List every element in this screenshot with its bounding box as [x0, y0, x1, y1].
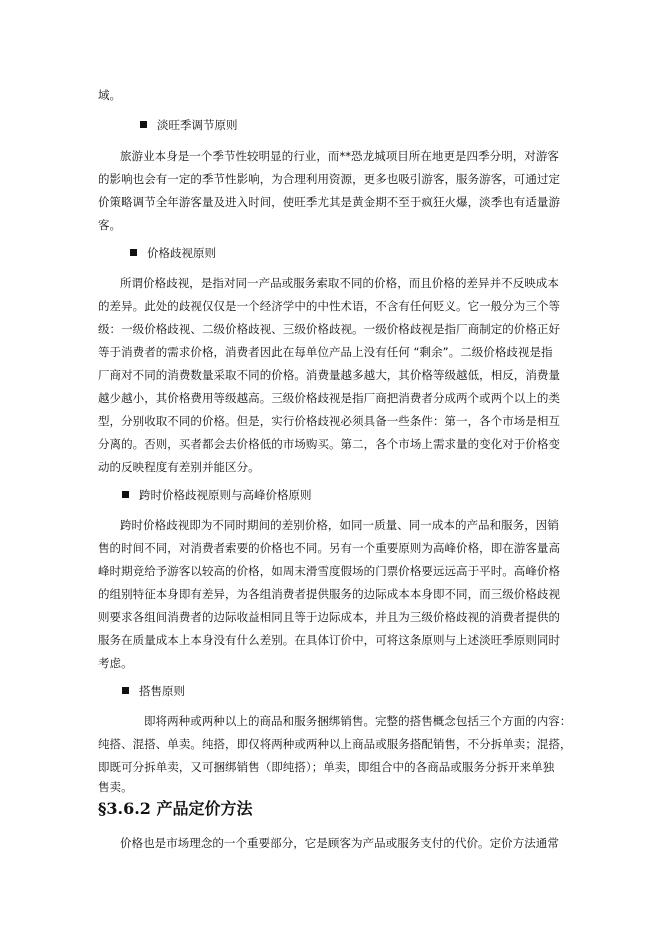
text-line: 考虑。	[98, 656, 133, 670]
text-line: 价策略调节全年游客量及进入时间，使旺季尤其是黄金期不至于疯狂火爆，淡季也有适量游	[98, 195, 560, 209]
text-line: 即将两种或两种以上的商品和服务捆绑销售。完整的搭售概念包括三个方面的内容：	[144, 714, 572, 728]
text-line: 服务在质量成本上本身没有什么差别。在具体订价中，可将这条原则与上述淡旺季原则同时	[98, 633, 560, 647]
square-bullet-icon	[122, 687, 129, 694]
text-line: 售卖。	[98, 780, 133, 794]
text-line: 的差异。此处的歧视仅仅是一个经济学中的中性术语，不含有任何贬义。它一般分为三个等	[98, 299, 560, 313]
square-bullet-icon	[122, 491, 129, 498]
text-line: 跨时价格歧视即为不同时期间的差别价格，如同一质量、同一成本的产品和服务，因销	[120, 518, 559, 532]
text-line: 价格也是市场理念的一个重要部分，它是顾客为产品或服务支付的代价。定价方法通常	[120, 836, 559, 850]
square-bullet-icon	[140, 121, 147, 128]
text-line: 厂商对不同的消费数量采取不同的价格。消费量越多越大，其价格等级越低，相反，消费量	[98, 368, 560, 382]
section-heading: §3.6.2 产品定价方法	[98, 799, 253, 818]
text-line: 的影响也会有一定的季节性影响，为合理利用资源，更多也吸引游客，服务游客，可通过定	[98, 172, 560, 186]
text-line: 的组别特征本身即有差异，为各组消费者提供服务的边际成本本身即不同，而三级价格歧视	[98, 587, 560, 601]
text-line: 则要求各组间消费者的边际收益相同且等于边际成本，并且为三级价格歧视的消费者提供的	[98, 610, 560, 624]
text-line: 级：一级价格歧视、二级价格歧视、三级价格歧视。一级价格歧视是指厂商制定的价格正好	[98, 322, 560, 336]
text-line: 即既可分拆单卖，又可捆绑销售（即纯搭）；单卖，即组合中的各商品或服务分拆开来单独	[98, 760, 555, 774]
bullet-heading	[130, 242, 216, 265]
bullet-label: 淡旺季调节原则	[157, 118, 238, 132]
text-line: 所谓价格歧视，是指对同一产品或服务索取不同的价格，而且价格的差异并不反映成本	[120, 276, 559, 290]
bullet-heading	[122, 680, 185, 703]
text-line: 售的时间不同，对消费者索要的价格也不同。另有一个重要原则为高峰价格，即在游客量高	[98, 541, 560, 555]
text-line: 分离的。否则，买者都会去价格低的市场购买。第二，各个市场上需求量的变化对于价格变	[98, 437, 560, 451]
text-line: 客。	[98, 218, 122, 232]
text-line: 峰时期竞给予游客以较高的价格，如周末滑雪度假场的门票价格要远远高于平时。高峰价格	[98, 564, 560, 578]
bullet-heading	[122, 484, 312, 507]
text-line: 旅游业本身是一个季节性较明显的行业，而**恐龙城项目所在地更是四季分明，对游客	[120, 149, 559, 163]
square-bullet-icon	[130, 249, 137, 256]
bullet-label: 搭售原则	[139, 684, 185, 698]
bullet-label: 价格歧视原则	[147, 246, 216, 260]
text-line: 等于消费者的需求价格，消费者因此在每单位产品上没有任何 “剩余”。二级价格歧视是指	[98, 345, 553, 359]
text-line: 型，分别收取不同的价格。但是，实行价格歧视必须具备一些条件：第一，各个市场是相互	[98, 414, 560, 428]
bullet-label: 跨时价格歧视原则与高峰价格原则	[139, 488, 312, 502]
bullet-heading	[140, 114, 238, 137]
text-line: 域。	[98, 88, 122, 102]
text-line: 纯搭、混搭、单卖。纯搭，即仅将两种或两种以上商品或服务搭配销售，不分拆单卖；混搭，	[98, 737, 572, 751]
text-line: 动的反映程度有差别并能区分。	[98, 460, 260, 474]
text-line: 越少越小，其价格费用等级越高。三级价格歧视是指厂商把消费者分成两个或两个以上的类	[98, 391, 560, 405]
